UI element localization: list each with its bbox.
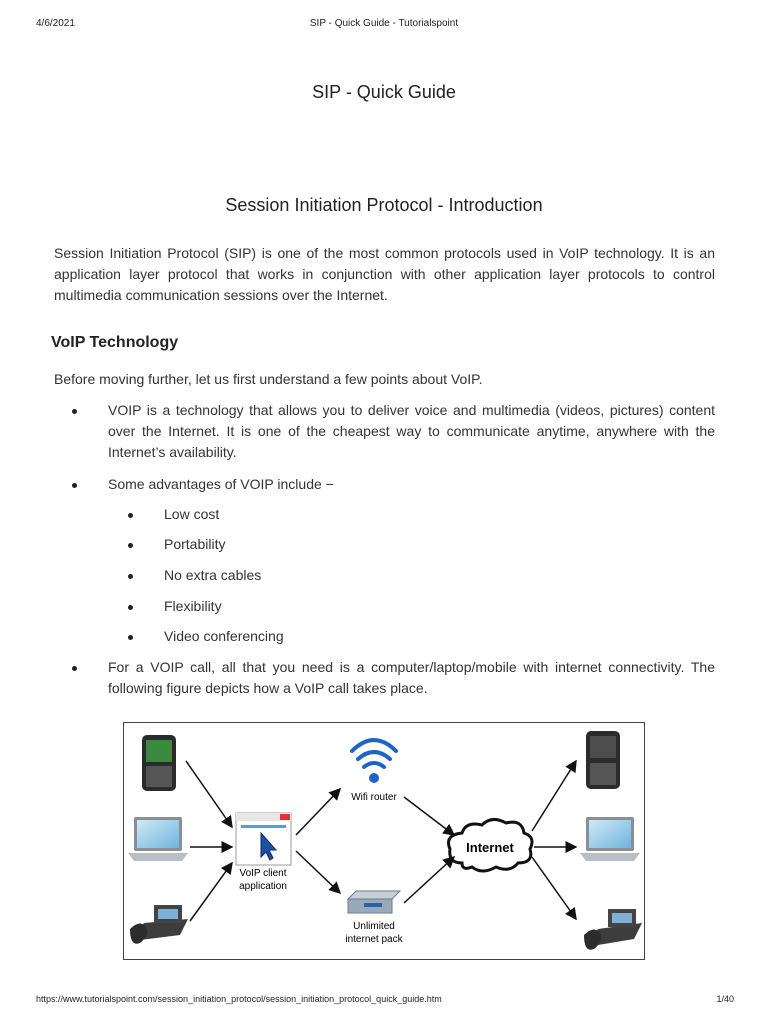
advantage-item [128,626,428,647]
advantage-item [128,565,428,586]
advantage-text: No extra cables [164,567,262,583]
smartphone-icon [142,735,176,791]
voip-diagram [124,723,646,961]
client-label: VoIP client [239,868,287,879]
bullet-item [72,400,715,463]
bullet-dot [128,513,133,518]
bullet-dot [128,635,133,640]
before-paragraph: Before moving further, let us first understand a few points about VoIP. [54,371,483,387]
intro-paragraph: Session Initiation Protocol (SIP) is one of the most common protocols used in VoIP technology. It is an application layer protocol that works in conjunction with other application layer protocols to control multimedia communication sessions over the Internet. [54,245,715,303]
internet-label: Internet [466,840,514,855]
advantage-text: Low cost [164,506,220,522]
pack-label: Unlimited [353,921,395,932]
bullet-dot [72,409,77,414]
wifi-icon [352,740,396,783]
advantage-item [128,504,428,525]
bullet-item [72,474,715,495]
bullet-dot [128,543,133,548]
pack-label: internet pack [345,934,403,945]
bullet-dot [128,605,133,610]
advantage-text: Portability [164,536,226,552]
bullet-item [72,657,715,699]
router-icon [348,891,400,913]
bullet-text: Some advantages of VOIP include − [108,476,334,492]
voip-client-icon [236,813,291,865]
bullet-dot [72,483,77,488]
bullet-text: For a VOIP call, all that you need is a computer/laptop/mobile with internet connectivity. The following figure depicts how a VoIP call takes place. [108,659,715,696]
advantage-text: Video conferencing [164,628,284,644]
page-number: 1/40 [716,994,734,1004]
client-label: application [239,881,287,892]
section-title: Session Initiation Protocol - Introduction [225,195,543,215]
smartphone-icon [586,731,620,789]
voip-heading: VoIP Technology [51,334,179,351]
bullet-dot [72,666,77,671]
footer-url[interactable]: https://www.tutorialspoint.com/session_initiation_protocol/session_initiation_protocol_quick_guide.htm [36,994,442,1004]
desk-phone-icon [130,905,188,944]
bullet-dot [128,574,133,579]
wifi-label: Wifi router [351,792,397,803]
laptop-icon [580,817,640,861]
desk-phone-icon [584,909,642,950]
header-date: 4/6/2021 [36,18,75,29]
header-title: SIP - Quick Guide - Tutorialspoint [309,18,459,29]
advantage-item [128,534,428,555]
laptop-icon [128,817,188,861]
voip-call-figure [123,722,645,960]
advantage-text: Flexibility [164,598,222,614]
page-title: SIP - Quick Guide [312,82,456,102]
bullet-text: VOIP is a technology that allows you to deliver voice and multimedia (videos, pictures) content over the Internet. It is one of the cheapest way to communicate anytime, anywhere with the Internet’s availability. [108,402,715,460]
advantage-item [128,596,428,617]
